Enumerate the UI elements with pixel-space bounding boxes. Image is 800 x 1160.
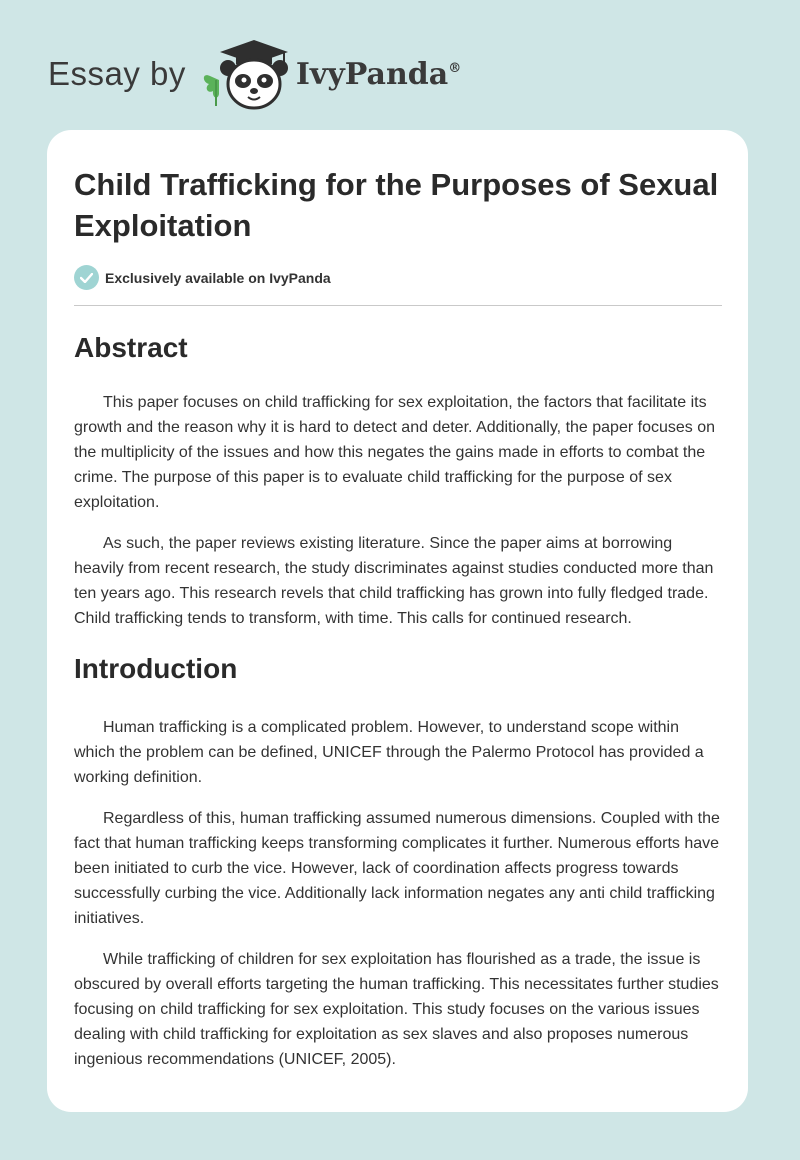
exclusive-label: Exclusively available on IvyPanda: [105, 269, 331, 286]
panda-logo-icon: [200, 36, 292, 112]
section-heading-introduction: Introduction: [74, 653, 238, 684]
divider: [74, 305, 722, 306]
check-icon: [74, 265, 99, 290]
site-header: [48, 34, 461, 114]
ivypanda-logo[interactable]: [200, 36, 461, 112]
exclusive-badge: [74, 265, 722, 290]
paragraph: This paper focuses on child trafficking for sex exploitation, the factors that facilitate its growth and the reason why it is hard to detect and deter. Additionally, the paper focuses on the multiplicity of the issues and how this negates the gains made in efforts to combat the crime. The purpose of this paper is to evaluate child trafficking for the purpose of sex exploitation.: [74, 394, 715, 511]
essay-card: [47, 130, 748, 1112]
essay-by-label: Essay by: [48, 55, 186, 92]
page-title: Child Trafficking for the Purposes of Sexual Exploitation: [74, 167, 719, 243]
brand-name: IvyPanda®: [295, 56, 462, 92]
paragraph: Regardless of this, human trafficking assumed numerous dimensions. Coupled with the fact that human trafficking keeps transforming complicates it further. Numerous efforts have been initiated to curb the vice. However, lack of coordination affects progress towards successfully curbing the vice. Additionally lack information negates any anti child trafficking initiatives.: [74, 810, 720, 927]
section-heading-abstract: Abstract: [74, 332, 188, 363]
leaf-icon: [204, 75, 219, 106]
paragraph: As such, the paper reviews existing literature. Since the paper aims at borrowing heavily from recent research, the study discriminates against studies conducted more than ten years ago. This research revels that child trafficking has grown into fully fledged trade. Child trafficking tends to transform, with time. This calls for continued research.: [74, 535, 714, 627]
paragraph: While trafficking of children for sex exploitation has flourished as a trade, the issue is obscured by overall efforts targeting the human trafficking. This necessitates further studies focusing on child trafficking for sex exploitation. This study focuses on the various issues dealing with child trafficking for exploitation as sex slaves and also proposes numerous ingenious recommendations (UNICEF, 2005).: [74, 951, 719, 1068]
paragraph: Human trafficking is a complicated problem. However, to understand scope within which the problem can be defined, UNICEF through the Palermo Protocol has provided a working definition.: [74, 719, 704, 786]
